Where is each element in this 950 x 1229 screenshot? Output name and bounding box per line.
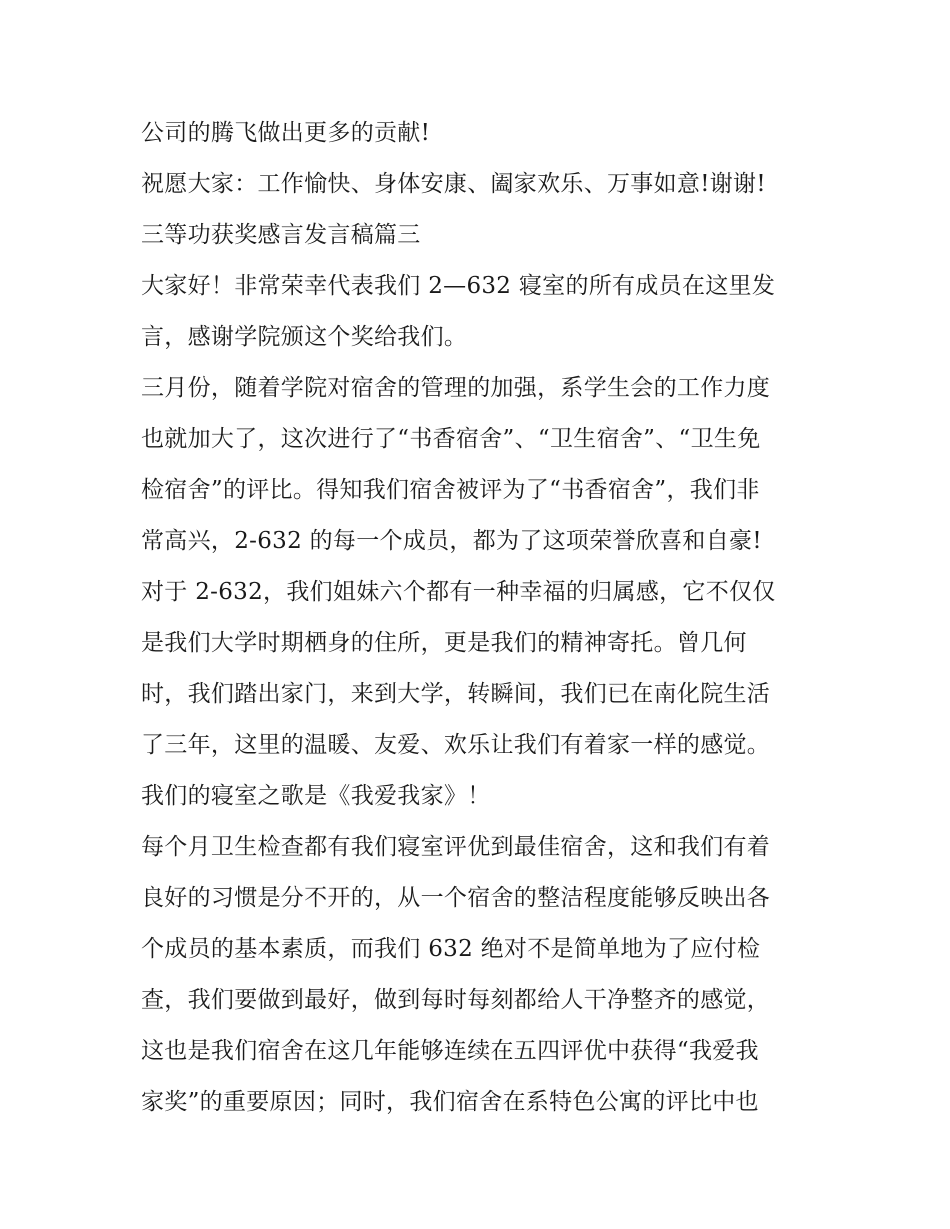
- text-line: 查，我们要做到最好，做到每时每刻都给人干净整齐的感觉，: [141, 987, 771, 1013]
- document-body: [141, 108, 821, 1128]
- section-heading: 三等功获奖感言发言稿篇三: [141, 222, 421, 248]
- text-line: 常高兴，2-632 的每一个成员，都为了这项荣誉欣喜和自豪!: [141, 528, 762, 554]
- text-line: 也就加大了，这次进行了“书香宿舍”、“卫生宿舍”、“卫生免: [141, 426, 761, 452]
- text-line: 时，我们踏出家门，来到大学，转瞬间，我们已在南化院生活: [141, 681, 771, 707]
- text-line: 言，感谢学院颁这个奖给我们。: [141, 324, 468, 350]
- text-line: 对于 2-632，我们姐妹六个都有一种幸福的归属感，它不仅仅: [141, 579, 776, 605]
- text-line: 家奖”的重要原因；同时，我们宿舍在系特色公寓的评比中也: [141, 1089, 759, 1115]
- text-line: 三月份，随着学院对宿舍的管理的加强，系学生会的工作力度: [141, 375, 771, 401]
- text-line: 祝愿大家：工作愉快、身体安康、阖家欢乐、万事如意!谢谢!: [141, 171, 766, 197]
- text-line: 我们的寝室之歌是《我爱我家》！: [141, 783, 491, 809]
- text-line: 大家好！非常荣幸代表我们 2—632 寝室的所有成员在这里发: [141, 273, 776, 299]
- text-line: 检宿舍”的评比。得知我们宿舍被评为了“书香宿舍”，我们非: [141, 477, 760, 503]
- text-line: 个成员的基本素质，而我们 632 绝对不是简单地为了应付检: [141, 936, 761, 962]
- text-line: 良好的习惯是分不开的，从一个宿舍的整洁程度能够反映出各: [141, 885, 771, 911]
- text-line: 公司的腾飞做出更多的贡献!: [141, 120, 431, 146]
- text-line: 每个月卫生检查都有我们寝室评优到最佳宿舍，这和我们有着: [141, 834, 771, 860]
- text-line: 这也是我们宿舍在这几年能够连续在五四评优中获得“我爱我: [141, 1038, 759, 1064]
- text-line: 是我们大学时期栖身的住所，更是我们的精神寄托。曾几何: [141, 630, 747, 656]
- text-line: 了三年，这里的温暖、友爱、欢乐让我们有着家一样的感觉。: [141, 732, 771, 758]
